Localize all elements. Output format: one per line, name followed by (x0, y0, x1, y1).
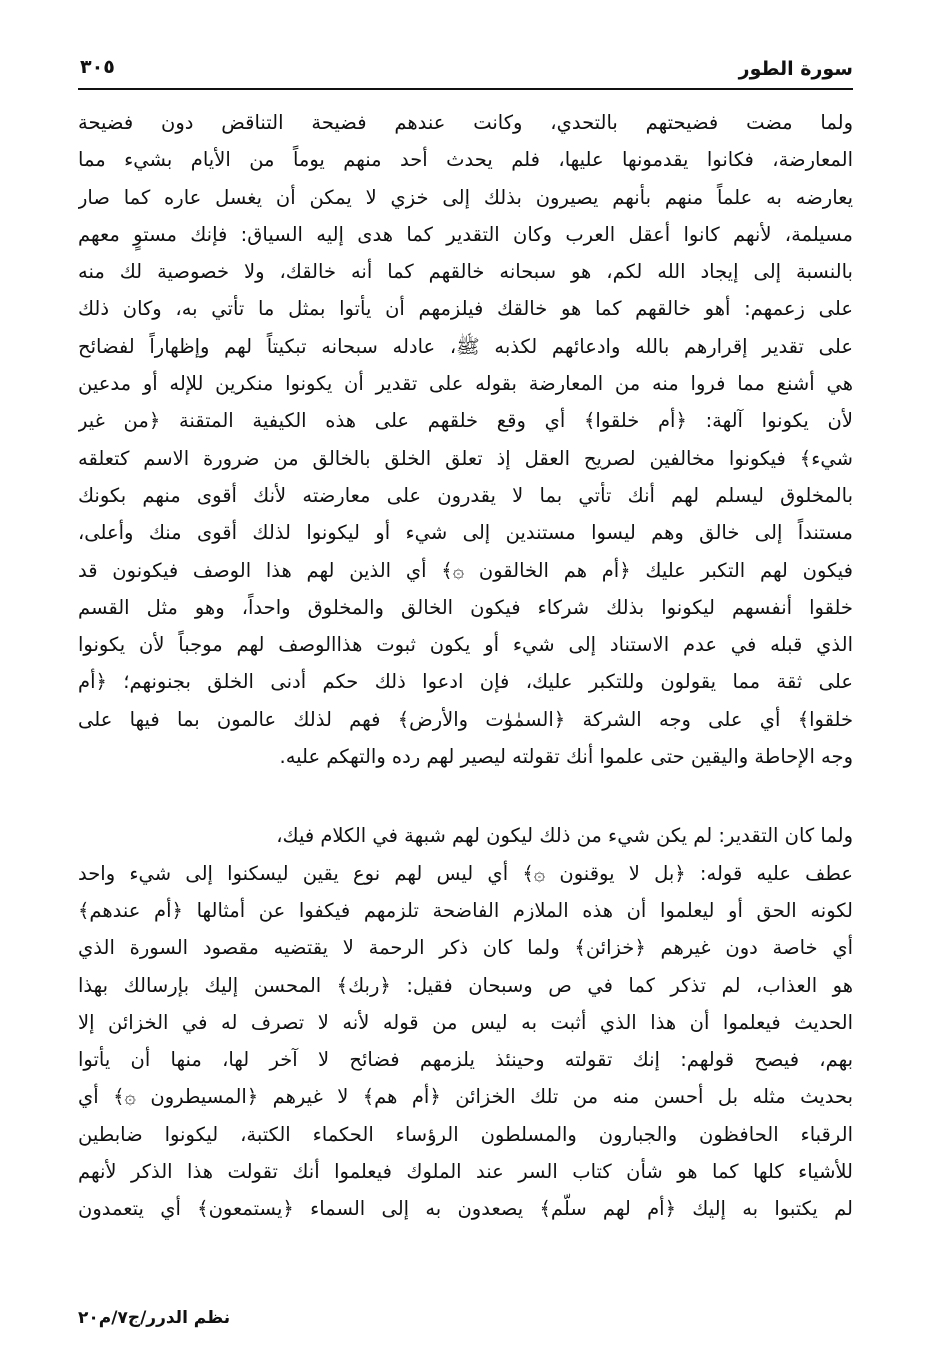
text-line: أي خاصة دون غيرهم ﴿خزائن﴾ ولما كان ذكر الرحمة لا يقتضيه مقصود السورة الذي (78, 936, 853, 960)
page-number: ٣٠٥ (80, 56, 115, 78)
text-line: الرقباء الحافظون والجبارون والمسلطون الرؤساء الحكماء الكتبة، ليكونوا ضابطين (78, 1122, 853, 1146)
text-line: بحديث مثله بل أحسن منه من تلك الخزائن ﴿أم هم﴾ لا غيرهم ﴿المسيطرون ۞﴾ أي (78, 1085, 853, 1109)
text-line: على زعمهم: أهو خالقهم كما هو خالقك فيلزمهم أن يأتوا بمثل ما تأتي به، وكان ذلك (78, 297, 853, 321)
text-line: هي أشنع مما فروا منه من المعارضة بقوله على تقدير أن يكونوا منكرين للإله أو مدعين (78, 372, 853, 396)
surah-title: سورة الطور (738, 58, 853, 80)
text-line: وجه الإحاطة واليقين حتى علموا أنك تقولته ليصير لهم رده والتهكم عليه. (279, 745, 853, 769)
text-line: لكونه الحق أو ليعلموا أن هذه الملازم الفاضحة تلزمهم فيكفوا عن أمثالها ﴿أم عندهم﴾ (78, 898, 853, 922)
text-line: بالنسبة إلى إيجاد الله لكم، هو سبحانه خالقهم كما أنه خالقك، ولا خصوصية لك منه (78, 260, 853, 284)
page-header (78, 50, 853, 90)
text-line: الذي قبله في عدم الاستناد إلى شيء أو يكون ثبوت هذاالوصف لهم موجباً لأن يكونوا (78, 633, 853, 657)
text-line: على تقدير إقرارهم بالله وادعائهم لكذبه ﷺ، عادله سبحانه تبكيتاً لهم وإظهاراً لفضائح (78, 334, 853, 358)
page-body (78, 104, 853, 1228)
paragraph-2 (78, 817, 853, 1227)
paragraph-1 (78, 104, 853, 775)
text-line: لأن يكونوا آلهة: ﴿أم خلقوا﴾ أي وقع خلقهم على هذه الكيفية المتقنة ﴿من غير (78, 409, 853, 433)
text-line: ولما كان التقدير: لم يكن شيء من ذلك ليكون لهم شبهة في الكلام فيك، (276, 824, 853, 848)
text-line: ولما مضت فضيحتهم بالتحدي، وكانت عندهم فضيحة التناقض دون فضيحة (78, 111, 853, 134)
text-line: بهم، فيصح قولهم: إنك تقولته وحينئذ يلزمهم فضائح لا آخر لها، منها أن يأتوا (78, 1048, 853, 1072)
text-line: خلقوا﴾ أي على وجه الشركة ﴿السمٰوٰت والأرض﴾ فهم لذلك عالمون بما فيها على (78, 707, 853, 731)
text-line: هو العذاب، لم تذكر كما في ص وسبحان فقيل: ﴿ربك﴾ المحسن إليك بإرسالك بهذا (78, 973, 853, 997)
text-line: الحديث فيعلموا أن هذا الذي أثبت به ليس من قوله لأنه لا تصرف له في الخزائن إلا (78, 1010, 853, 1034)
text-line: بالمخلوق ليسلم لهم أنك تأتي بما لا يقدرون على معارضته لأنك أقوى منهم بكونك (78, 483, 853, 507)
text-line: فيكون لهم التكبر عليك ﴿أم هم الخالقون ۞﴾ أي الذين لهم هذا الوصف فيكونون قد (78, 558, 853, 582)
text-line: عطف عليه قوله: ﴿بل لا يوقنون ۞﴾ أي ليس لهم نوع يقين ليسكنوا إلى شيء واحد (78, 861, 853, 885)
text-line: خلقوا أنفسهم ليكونوا بذلك شركاء فيكون الخالق والمخلوق واحداً، وهو مثل القسم (78, 595, 853, 619)
text-line: شيء﴾ فيكونوا مخالفين لصريح العقل إذ تعلق الخلق بالخالق من ضرورة الاسم كتعلقه (78, 446, 853, 470)
text-line: لم يكتبوا به إليك ﴿أم لهم سلّم﴾ يصعدون به إلى السماء ﴿يستمعون﴾ أي يتعمدون (78, 1197, 853, 1221)
footer-signature: نظم الدرر/ج٧/م٢٠ (78, 1308, 231, 1328)
text-line: يعارضه به علماً منهم بأنهم يصيرون بذلك إلى خزي لا يمكن أن يغسل عاره كما صار (78, 185, 853, 209)
text-line: على ثقة مما يقولون وللتكبر عليك، فإن ادعوا ذلك حكم أدنى الخلق بجنونهم؛ ﴿أم (78, 670, 853, 694)
text-line: المعارضة، فكانوا يقدمونها عليها، فلم يحدث أحد منهم يوماً من الأيام بشيء مما (78, 148, 853, 172)
text-line: للأشياء كلها كما هو شأن كتاب السر عند الملوك فيعلموا أنك تقولت هذا الذكر لأنهم (78, 1160, 853, 1184)
text-line: مستنداً إلى خالق وهم ليسوا مستندين إلى شيء أو ليكونوا لذلك أقوى منك وأعلى، (78, 521, 853, 545)
text-line: مسيلمة، لأنهم كانوا أعقل العرب وكان التقدير كما هدى إليه السياق: فإنك مستوٍ معهم (78, 222, 853, 246)
